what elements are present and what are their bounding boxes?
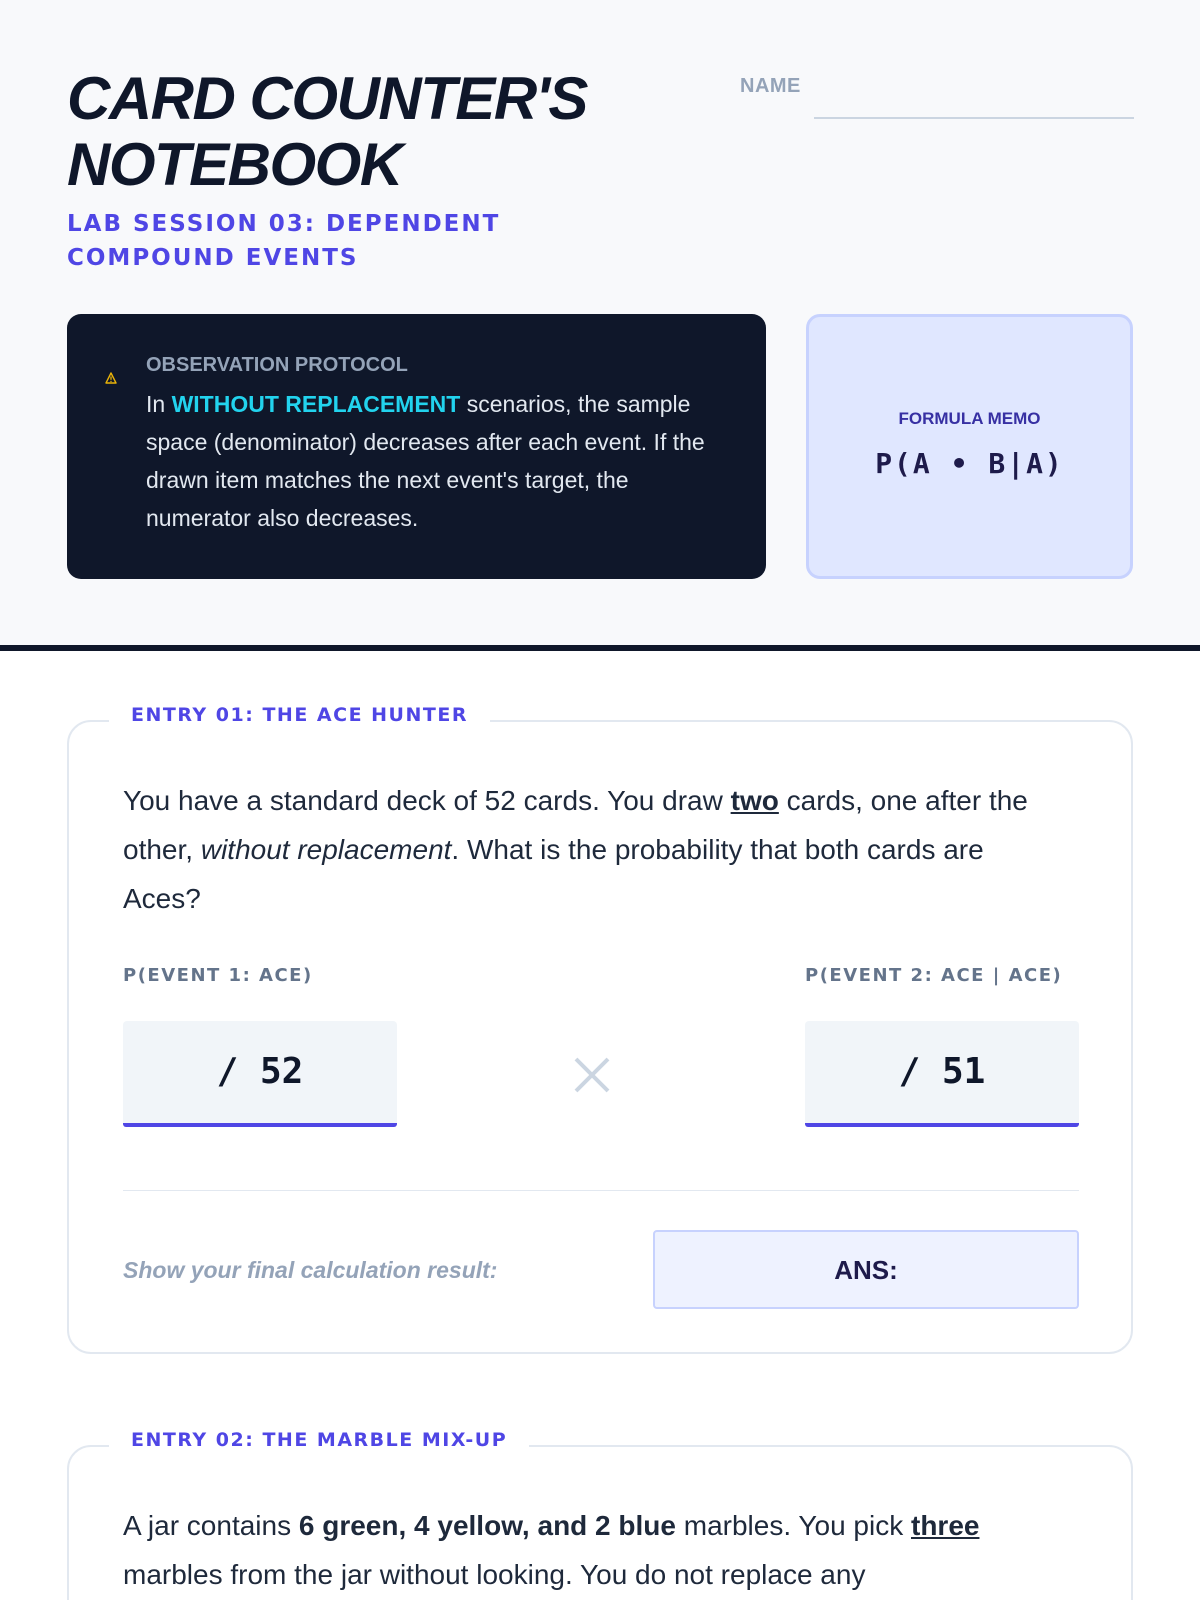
entry-question: A jar contains 6 green, 4 yellow, and 2 blue marbles. You pick three marbles from the jar without looking. You do not replace any — [123, 1510, 980, 1590]
answer-label: ANS: — [834, 1255, 898, 1285]
entry-legend: ENTRY 01: THE ACE HUNTER — [109, 698, 490, 732]
memo-formula: P(A • B|A) — [875, 447, 1064, 480]
event1-fraction-input[interactable] — [123, 1021, 397, 1127]
protocol-text: In WITHOUT REPLACEMENT scenarios, the sample space (denominator) decreases after each event. If the drawn item matches the next event's target, the numerator also decreases. — [146, 391, 705, 531]
warning-icon — [105, 372, 117, 384]
final-result-label: Show your final calculation result: — [123, 1257, 498, 1283]
answer-input[interactable] — [653, 1230, 1079, 1309]
page-subtitle: LAB SESSION 03: DEPENDENT COMPOUND EVENTS — [67, 211, 501, 271]
name-label: NAME — [740, 75, 801, 97]
entry-card-2 — [67, 1429, 1133, 1600]
protocol-highlight: WITHOUT REPLACEMENT — [171, 391, 461, 417]
notebook-header — [0, 0, 1200, 646]
entry-card-1 — [67, 704, 1133, 1354]
memo-label: FORMULA MEMO — [898, 409, 1041, 428]
page-title: CARD COUNTER'S NOTEBOOK — [67, 65, 587, 198]
formula-memo-box — [806, 314, 1133, 579]
entries-area — [0, 651, 1200, 1600]
entry-separator — [123, 1190, 1079, 1191]
protocol-label: OBSERVATION PROTOCOL — [146, 354, 408, 376]
event1-fraction-text: / 52 — [216, 1051, 304, 1092]
event2-fraction-input[interactable] — [805, 1021, 1079, 1127]
event1-label: P(EVENT 1: ACE) — [123, 965, 313, 986]
observation-protocol-box — [67, 314, 766, 579]
entry-question: You have a standard deck of 52 cards. You draw two cards, one after the other, without replacement. What is the probability that both cards are Aces? — [123, 785, 1028, 914]
entry-legend: ENTRY 02: THE MARBLE MIX-UP — [109, 1423, 529, 1457]
event2-fraction-text: / 51 — [898, 1051, 986, 1092]
event2-label: P(EVENT 2: ACE | ACE) — [805, 965, 1063, 986]
times-icon — [572, 1045, 612, 1105]
name-field[interactable] — [814, 117, 1134, 119]
